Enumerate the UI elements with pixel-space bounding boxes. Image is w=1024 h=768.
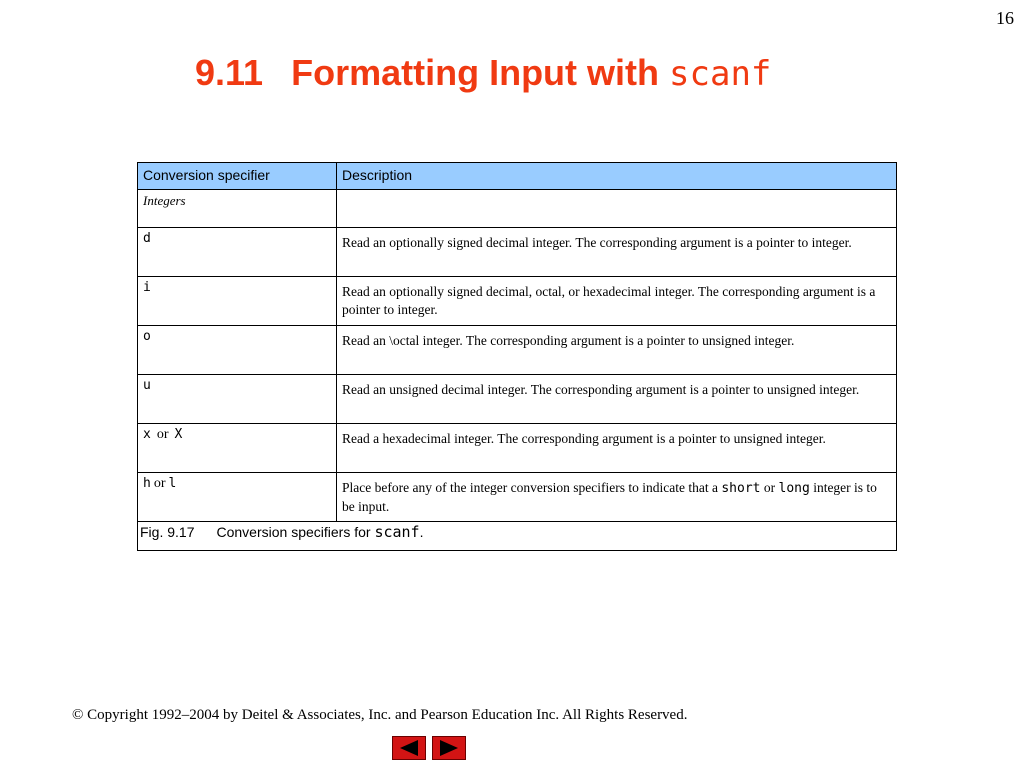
page-number: 16 xyxy=(996,8,1014,28)
description-cell: Read an unsigned decimal integer. The corresponding argument is a pointer to unsigned integer. xyxy=(337,375,897,424)
description-cell xyxy=(337,473,897,522)
description-cell: Read an \octal integer. The corresponding argument is a pointer to unsigned integer. xyxy=(337,326,897,375)
specifier-b: X xyxy=(174,427,183,442)
copyright-notice: © Copyright 1992–2004 by Deitel & Associates, Inc. and Pearson Education Inc. All Rights Reserved. xyxy=(72,707,688,723)
specifier-or: or xyxy=(153,476,166,491)
description-text-post: integer is to be input. xyxy=(342,480,877,514)
specifier-cell: i xyxy=(138,277,337,326)
description-cell: Read an optionally signed decimal integer. The corresponding argument is a pointer to integer. xyxy=(337,228,897,277)
left-arrow-icon xyxy=(397,739,421,757)
description-cell: Read an optionally signed decimal, octal, or hexadecimal integer. The corresponding argument is a pointer to integer. xyxy=(337,277,897,326)
conversion-specifier-table xyxy=(137,162,897,551)
specifier-cell: o xyxy=(138,326,337,375)
right-arrow-icon xyxy=(437,739,461,757)
title-text: Formatting Input with xyxy=(291,52,670,93)
table-row xyxy=(138,424,897,473)
figure-label: Fig. 9.17 xyxy=(140,524,195,540)
column-header-specifier: Conversion specifier xyxy=(138,163,337,190)
table-row xyxy=(138,326,897,375)
title-code: scanf xyxy=(669,54,772,94)
description-text-mid: or xyxy=(760,480,779,495)
caption-row xyxy=(138,522,897,551)
specifier-cell xyxy=(138,424,337,473)
specifier-cell: u xyxy=(138,375,337,424)
next-slide-button[interactable] xyxy=(432,736,466,760)
section-number: 9.11 xyxy=(195,52,264,93)
figure-caption xyxy=(138,522,897,551)
slide-title xyxy=(195,52,771,94)
description-code-long: long xyxy=(778,481,810,496)
previous-slide-button[interactable] xyxy=(392,736,426,760)
description-text-pre: Place before any of the integer conversion specifiers to indicate that a xyxy=(342,480,722,495)
specifier-a: x xyxy=(143,427,151,442)
table-row xyxy=(138,277,897,326)
caption-code: scanf xyxy=(374,523,420,541)
caption-text: Conversion specifiers for xyxy=(216,524,375,540)
group-empty-cell xyxy=(337,190,897,228)
group-label: Integers xyxy=(138,190,337,228)
specifier-cell xyxy=(138,473,337,522)
column-header-description: Description xyxy=(337,163,897,190)
specifier-cell: d xyxy=(138,228,337,277)
table-row xyxy=(138,228,897,277)
group-row xyxy=(138,190,897,228)
specifier-a: h xyxy=(143,476,151,491)
caption-end: . xyxy=(419,524,424,540)
specifier-or: or xyxy=(156,427,169,442)
table-row xyxy=(138,473,897,522)
table-row xyxy=(138,375,897,424)
specifier-b: l xyxy=(168,476,177,491)
description-cell: Read a hexadecimal integer. The corresponding argument is a pointer to unsigned integer. xyxy=(337,424,897,473)
table-header-row xyxy=(138,163,897,190)
slide-navigation xyxy=(392,736,466,760)
description-code-short: short xyxy=(721,481,761,496)
